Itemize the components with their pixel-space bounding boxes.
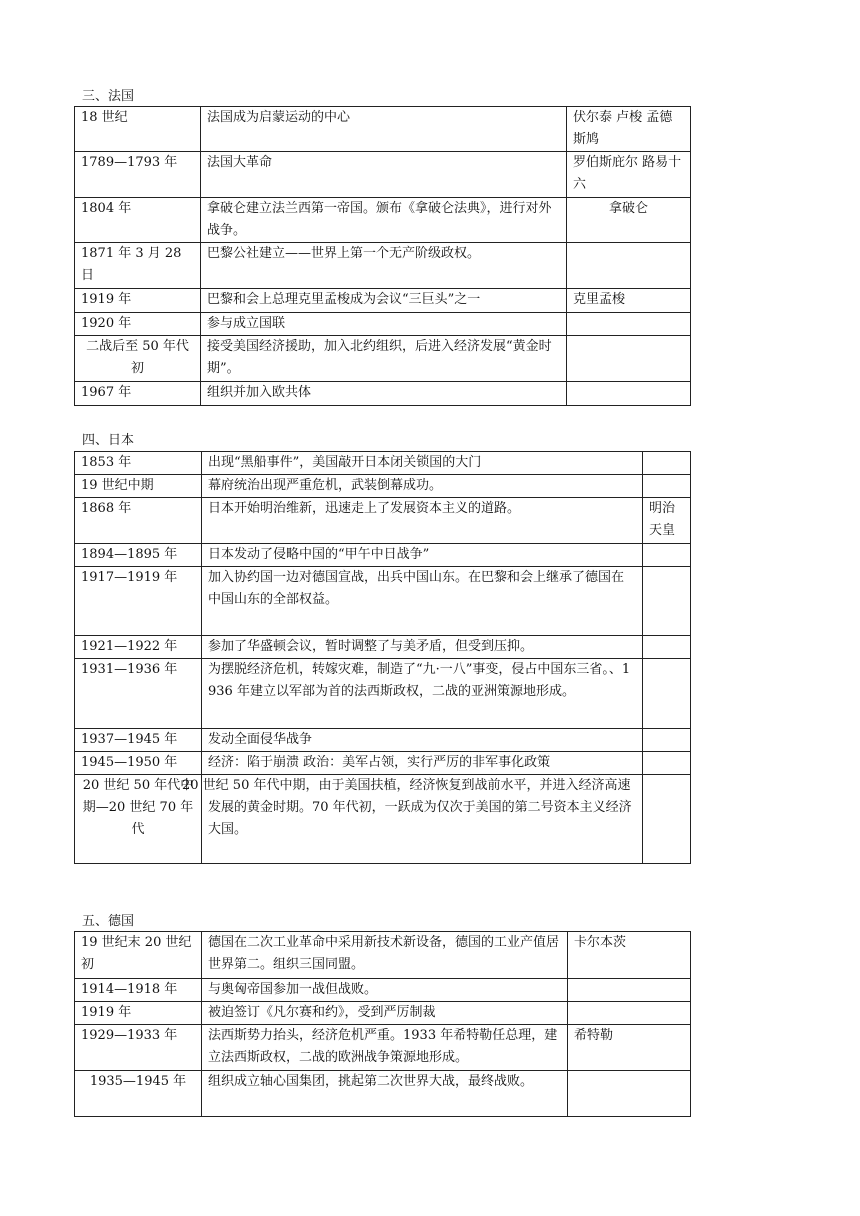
table-row [75,932,691,979]
date-cell: 二战后至 50 年代初 [75,336,201,382]
table-row [75,729,691,752]
event-cell: 幕府统治出现严重危机，武装倒幕成功。 [202,475,643,498]
table-row [75,979,691,1002]
person-cell: 希特勒 [568,1025,691,1071]
table-row [75,659,691,729]
person-cell: 卡尔本茨 [568,932,691,979]
person-cell [567,243,691,289]
table-row [75,289,691,313]
table-row [75,452,691,475]
event-cell: 德国在二次工业革命中采用新技术新设备，德国的工业产值居世界第二。组织三国同盟。 [202,932,568,979]
date-cell: 1894—1895 年 [75,544,202,567]
person-cell [643,729,691,752]
date-cell: 1920 年 [75,313,201,336]
event-cell: 日本开始明治维新，迅速走上了发展资本主义的道路。 [202,498,643,544]
date-cell: 1919 年 [75,1002,202,1025]
event-cell: 法国成为启蒙运动的中心 [201,107,567,152]
event-cell: 为摆脱经济危机，转嫁灾难，制造了“九·一八”事变，侵占中国东三省。、1936 年建立以军部为首的法西斯政权，二战的亚洲策源地形成。 [202,659,643,729]
date-cell: 1853 年 [75,452,202,475]
event-cell: 加入协约国一边对德国宣战，出兵中国山东。在巴黎和会上继承了德国在中国山东的全部权益。 [202,567,643,636]
germany-table [74,931,691,1117]
person-cell [643,752,691,775]
date-cell: 1868 年 [75,498,202,544]
event-cell: 日本发动了侵略中国的“甲午中日战争” [202,544,643,567]
date-cell: 1871 年 3 月 28 日 [75,243,201,289]
date-cell: 1931—1936 年 [75,659,202,729]
table-row [75,152,691,198]
table-row [75,1002,691,1025]
table-row [75,475,691,498]
table-row [75,752,691,775]
event-cell: 拿破仑建立法兰西第一帝国。颁布《拿破仑法典》，进行对外战争。 [201,198,567,243]
date-cell: 1914—1918 年 [75,979,202,1002]
person-cell: 克里孟梭 [567,289,691,313]
event-cell: 巴黎公社建立——世界上第一个无产阶级政权。 [201,243,567,289]
date-cell: 19 世纪中期 [75,475,202,498]
date-cell: 1945—1950 年 [75,752,202,775]
person-cell [567,313,691,336]
table-row [75,544,691,567]
person-cell [568,1002,691,1025]
person-cell [643,775,691,864]
person-cell: 明治天皇 [643,498,691,544]
table-row [75,107,691,152]
table-row [75,775,691,864]
person-cell: 罗伯斯庇尔 路易十六 [567,152,691,198]
table-row [75,243,691,289]
event-cell: 经济：陷于崩溃 政治：美军占领，实行严厉的非军事化政策 [202,752,643,775]
event-cell: 参与成立国联 [201,313,567,336]
table-row [75,498,691,544]
table-row [75,1025,691,1071]
event-cell: 法西斯势力抬头，经济危机严重。1933 年希特勒任总理，建立法西斯政权，二战的欧洲战争策源地形成。 [202,1025,568,1071]
event-cell: 20 世纪 50 年代中期，由于美国扶植，经济恢复到战前水平，并进入经济高速发展的黄金时期。70 年代初，一跃成为仅次于美国的第二号资本主义经济大国。 [202,775,643,864]
person-cell [643,636,691,659]
event-cell: 参加了华盛顿会议，暂时调整了与美矛盾，但受到压抑。 [202,636,643,659]
person-cell [568,1071,691,1117]
person-cell [567,382,691,406]
section-title-germany: 五、德国 [82,914,135,929]
date-cell: 1919 年 [75,289,201,313]
person-cell [643,475,691,498]
date-cell: 1935—1945 年 [75,1071,202,1117]
person-cell [643,544,691,567]
event-cell: 出现“黑船事件”，美国敲开日本闭关锁国的大门 [202,452,643,475]
person-cell [567,336,691,382]
date-cell: 1937—1945 年 [75,729,202,752]
date-cell: 1804 年 [75,198,201,243]
event-cell: 巴黎和会上总理克里孟梭成为会议“三巨头”之一 [201,289,567,313]
table-row [75,382,691,406]
table-row [75,336,691,382]
person-cell [643,452,691,475]
event-cell: 发动全面侵华战争 [202,729,643,752]
date-cell: 1929—1933 年 [75,1025,202,1071]
table-row [75,198,691,243]
event-cell: 组织成立轴心国集团，挑起第二次世界大战，最终战败。 [202,1071,568,1117]
table-row [75,1071,691,1117]
person-cell [643,659,691,729]
person-cell: 拿破仑 [567,198,691,243]
event-cell: 组织并加入欧共体 [201,382,567,406]
event-cell: 被迫签订《凡尔赛和约》，受到严厉制裁 [202,1002,568,1025]
person-cell [568,979,691,1002]
section-title-france: 三、法国 [82,89,135,104]
table-row [75,636,691,659]
section-title-japan: 四、日本 [82,433,135,448]
date-cell: 1917—1919 年 [75,567,202,636]
japan-table [74,451,691,864]
event-cell: 接受美国经济援助，加入北约组织，后进入经济发展“黄金时期”。 [201,336,567,382]
event-cell: 法国大革命 [201,152,567,198]
date-cell: 1921—1922 年 [75,636,202,659]
event-cell: 与奥匈帝国参加一战但战败。 [202,979,568,1002]
table-row [75,567,691,636]
person-cell [643,567,691,636]
date-cell: 1967 年 [75,382,201,406]
date-cell: 19 世纪末 20 世纪初 [75,932,202,979]
france-table [74,106,691,406]
date-cell: 20 世纪 50 年代中期—20 世纪 70 年代 [75,775,202,864]
table-row [75,313,691,336]
person-cell: 伏尔泰 卢梭 孟德斯鸠 [567,107,691,152]
date-cell: 1789—1793 年 [75,152,201,198]
date-cell: 18 世纪 [75,107,201,152]
